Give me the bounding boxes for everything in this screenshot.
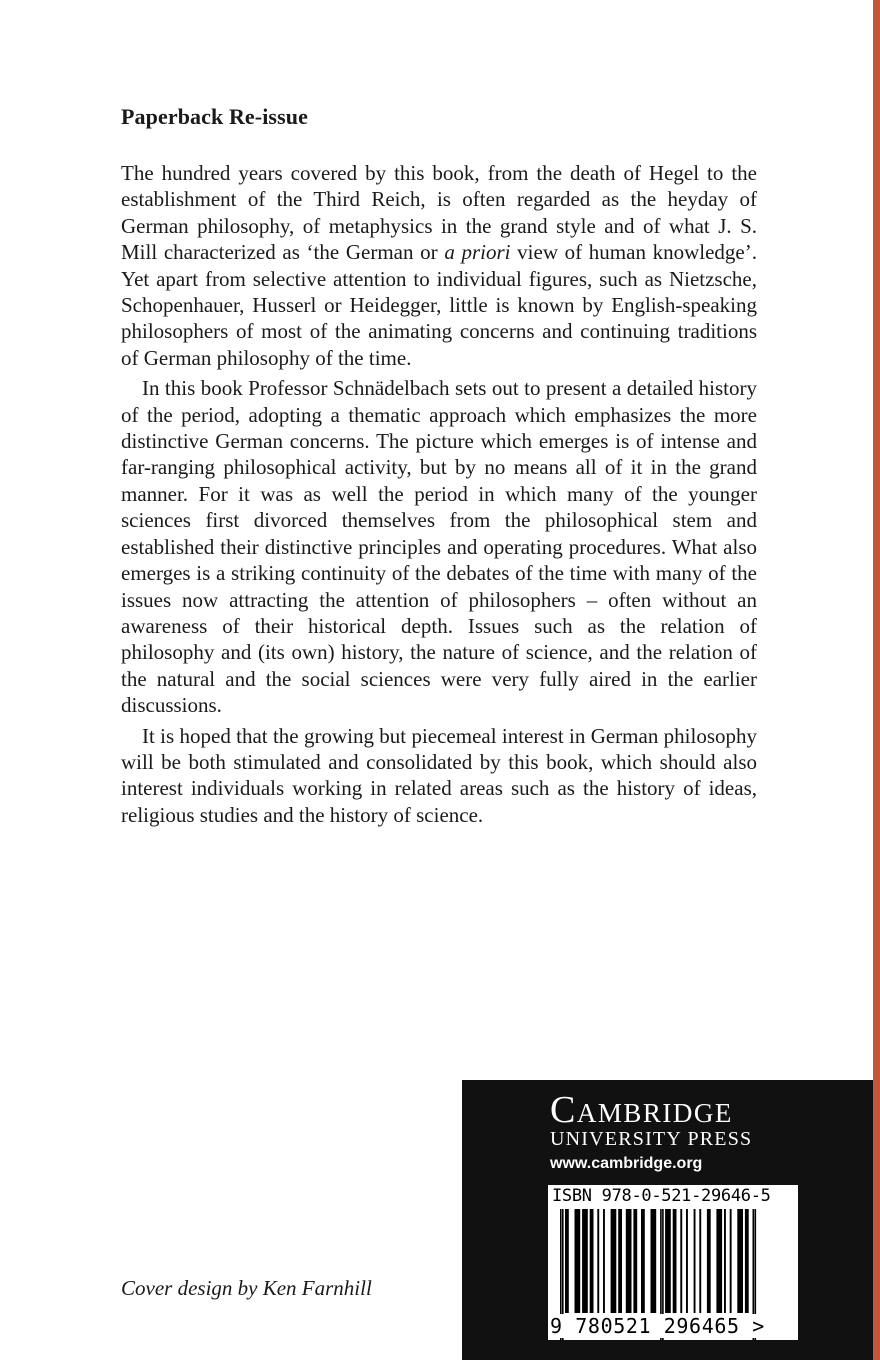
barcode-bar <box>565 1209 569 1313</box>
barcode-digits-text: 9 780521 296465 > <box>550 1314 765 1338</box>
barcode-bar <box>686 1209 688 1313</box>
barcode-bar <box>590 1209 594 1313</box>
barcode-bar <box>665 1209 671 1313</box>
barcode-bar <box>641 1209 645 1313</box>
barcode-bar <box>673 1209 677 1313</box>
barcode-bar <box>597 1209 599 1313</box>
barcode-bar <box>575 1209 581 1313</box>
barcode-bar <box>651 1209 657 1313</box>
barcode-digits <box>550 1314 796 1338</box>
blurb-paragraph-1: The hundred years covered by this book, from the death of Hegel to the establishment of the Third Reich, is often regarded as the heyday of German philosophy, of metaphysics in the grand style and of what J. S. Mill characterized as ‘the German or a priori view of human knowledge’. Yet apart from selective attention to individual figures, such as Nietzsche, Schopenhauer, Husserl or Heidegger, little is known by English-speaking philosophers of most of the animating concerns and continuing traditions of German philosophy of the time. <box>121 161 757 370</box>
barcode-area <box>548 1185 798 1340</box>
barcode-bar <box>618 1209 622 1313</box>
barcode-bar <box>724 1209 726 1313</box>
barcode-bar <box>737 1209 743 1313</box>
page-heading: Paperback Re-issue <box>121 104 308 129</box>
publisher-press: UNIVERSITY PRESS <box>550 1128 753 1150</box>
barcode-bar <box>626 1209 632 1313</box>
barcode-bar <box>699 1209 701 1313</box>
blurb-text <box>121 160 757 828</box>
cover-design-credit: Cover design by Ken Farnhill <box>121 1276 372 1300</box>
blurb-paragraph-2: In this book Professor Schnädelbach sets out to present a detailed history of the period, adopting a thematic approach which emphasizes the more distinctive German concerns. The picture which emerges is of intense and far-ranging philosophical activity, but by no means all of it in the grand manner. For it was as well the period in which many of the younger sciences first divorced themselves from the philosophical stem and established their distinctive principles and operating procedures. What also emerges is a striking continuity of the debates of the time with many of the issues now attracting the attention of philosophers – often without an awareness of their historical depth. Issues such as the relation of philosophy and (its own) history, the nature of science, and the relation of the natural and the social sciences were very fully aired in the earlier discussions. <box>121 376 757 718</box>
barcode-bar <box>611 1209 617 1313</box>
barcode-bar <box>707 1209 711 1313</box>
barcode-bar <box>694 1209 696 1313</box>
barcode-bar <box>633 1209 637 1313</box>
barcode-bar <box>745 1209 749 1313</box>
publisher-name: Cambridge <box>550 1089 733 1131</box>
barcode-bar <box>603 1209 605 1313</box>
barcode-bar <box>730 1209 732 1313</box>
publisher-website: www.cambridge.org <box>550 1155 703 1172</box>
barcode-bar <box>680 1209 682 1313</box>
isbn-label: ISBN 978-0-521-29646-5 <box>552 1186 771 1206</box>
barcode-bar <box>582 1209 588 1313</box>
publisher-panel <box>462 1080 873 1360</box>
cover-spine-edge <box>873 0 880 1360</box>
barcode-bar <box>716 1209 722 1313</box>
blurb-paragraph-3: It is hoped that the growing but piecemeal interest in German philosophy will be both stimulated and consolidated by this book, which should also interest individuals working in related areas such as the history of ideas, religious studies and the history of science. <box>121 723 757 827</box>
